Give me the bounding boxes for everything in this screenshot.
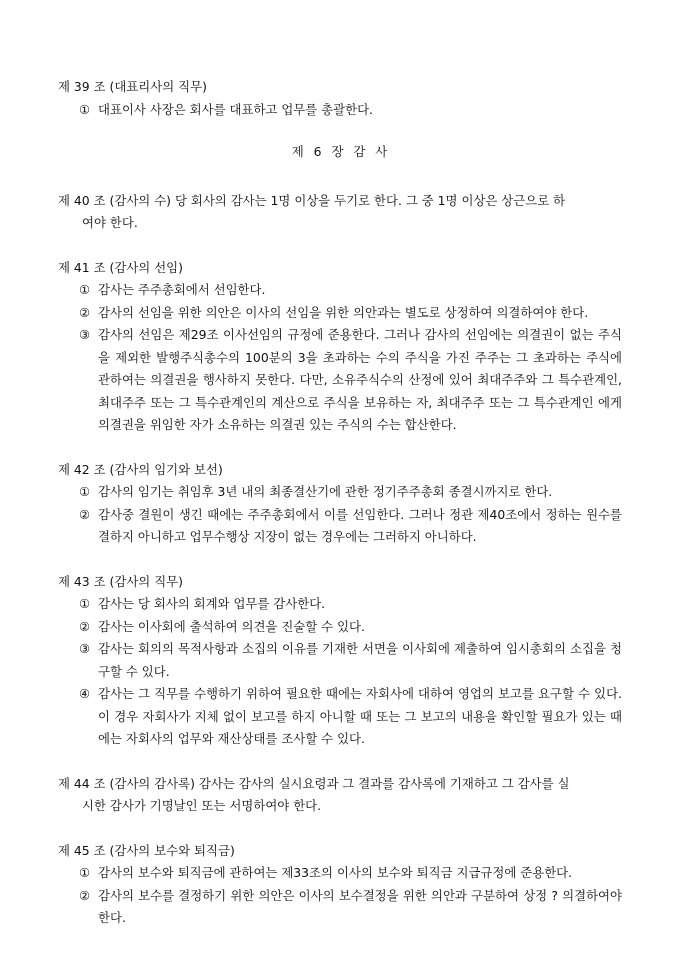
item-number: ① [79,282,91,297]
article-43-item-1 [58,593,622,616]
article-40 [58,190,622,235]
article-45-heading: 제 45 조 (감사의 보수와 퇴직금) [58,842,235,858]
article-45-item-1 [58,862,622,885]
item-text: 감사의 보수와 퇴직금에 관하여는 제33조의 이사의 보수와 퇴직금 지급규정에 준용한다. [98,865,573,880]
spacer [58,235,622,257]
article-42-heading: 제 42 조 (감사의 임기와 보선) [58,461,223,477]
item-number: ① [79,865,91,880]
article-42 [58,459,622,549]
article-43-item-4 [58,683,622,751]
item-number: ① [79,101,91,117]
item-number: ② [79,506,91,522]
article-43-item-3 [58,638,622,683]
article-41-heading: 제 41 조 (감사의 선임) [58,259,183,275]
item-number: ② [79,304,91,320]
article-42-item-2 [58,504,622,549]
article-44-line-1: 제 44 조 (감사의 감사록) 감사는 감사의 실시요령과 그 결과를 감사록에 기재하고 그 감사를 실 [58,775,570,791]
article-40-line-2: 여야 한다. [82,215,138,230]
article-40-line-1: 제 40 조 (감사의 수) 당 회사의 감사는 1명 이상을 두기로 한다. 그 중 1명 이상은 상근으로 하 [58,192,566,208]
article-41-item-2 [58,302,622,325]
item-text: 감사의 보수를 결정하기 위한 의안은 이사의 보수결정을 위한 의안과 구분하여 상정 ? 의결하여야 한다. [98,887,622,925]
article-39-item-1 [58,99,622,122]
spacer [58,818,622,840]
item-number: ④ [79,686,91,701]
item-number: ③ [79,327,91,342]
article-45 [58,840,622,930]
article-41-item-3 [58,324,622,437]
item-number: ① [79,484,91,499]
spacer [58,549,622,571]
article-41 [58,257,622,437]
item-text: 감사는 주주총회에서 선임한다. [98,282,266,297]
article-39 [58,76,622,121]
item-number: ① [79,596,91,611]
item-number: ③ [79,641,91,656]
item-text: 감사는 회의의 목적사항과 소집의 이유를 기재한 서면을 이사회에 제출하여 임시총회의 소집을 청구할 수 있다. [98,641,622,679]
item-text: 감사는 그 직무를 수행하기 위하여 필요한 때에는 자회사에 대하여 영업의 보고를 요구할 수 있다. 이 경우 자회사가 지체 없이 보고를 하지 아니할 때 또는 그 보고의 내용을 확인할 필요가 있는 때에는 자회사의 업무와 재산상태를 조사할 수 있다. [98,686,622,746]
item-text: 감사의 선임을 위한 의안은 이사의 선임을 위한 의안과는 별도로 상정하여 의결하여야 한다. [98,304,589,320]
article-44 [58,773,622,818]
article-41-item-1 [58,279,622,302]
chapter-heading: 제 6 장 감 사 [291,144,389,159]
article-45-item-2 [58,885,622,930]
item-text: 감사는 당 회사의 회계와 업무를 감사한다. [98,596,326,611]
spacer [58,751,622,773]
article-43-item-2 [58,616,622,639]
item-text: 대표이사 사장은 회사를 대표하고 업무를 총괄한다. [98,101,373,117]
article-44-line-2: 시한 감사가 기명날인 또는 서명하여야 한다. [82,798,322,813]
article-43 [58,571,622,751]
item-text: 감사의 임기는 취임후 3년 내의 최종결산기에 관한 정기주주총회 종결시까지로 한다. [98,484,553,499]
item-number: ② [79,618,91,634]
item-text: 감사의 선임은 제29조 이사선임의 규정에 준용한다. 그러나 감사의 선임에는 의결권이 없는 주식을 제외한 발행주식총수의 100분의 3을 초과하는 수의 주식을 가진 주주는 그 초과하는 주식에 관하여는 의결권을 행사하지 못한다. 다만, 소유주식수의 산정에 있어 최대주주와 그 특수관계인, 최대주주 또는 그 특수관계인의 계산으로 주식을 보유하는 자, 최대주주 또는 그 특수관계인 에게 의결권을 위임한 자가 소유하는 의결권 있는 주식의 수는 합산한다. [98,327,622,432]
item-text: 감사는 이사회에 출석하여 의견을 진술할 수 있다. [98,618,365,634]
item-text: 감사중 결원이 생긴 때에는 주주총회에서 이를 선임한다. 그러나 정관 제40조에서 정하는 원수를 결하지 아니하고 업무수행상 지장이 없는 경우에는 그러하지 아니하다. [98,506,622,544]
article-43-heading: 제 43 조 (감사의 직무) [58,573,183,589]
article-39-heading: 제 39 조 (대표리사의 직무) [58,79,207,94]
item-number: ② [79,887,91,903]
spacer [58,437,622,459]
article-42-item-1 [58,481,622,504]
